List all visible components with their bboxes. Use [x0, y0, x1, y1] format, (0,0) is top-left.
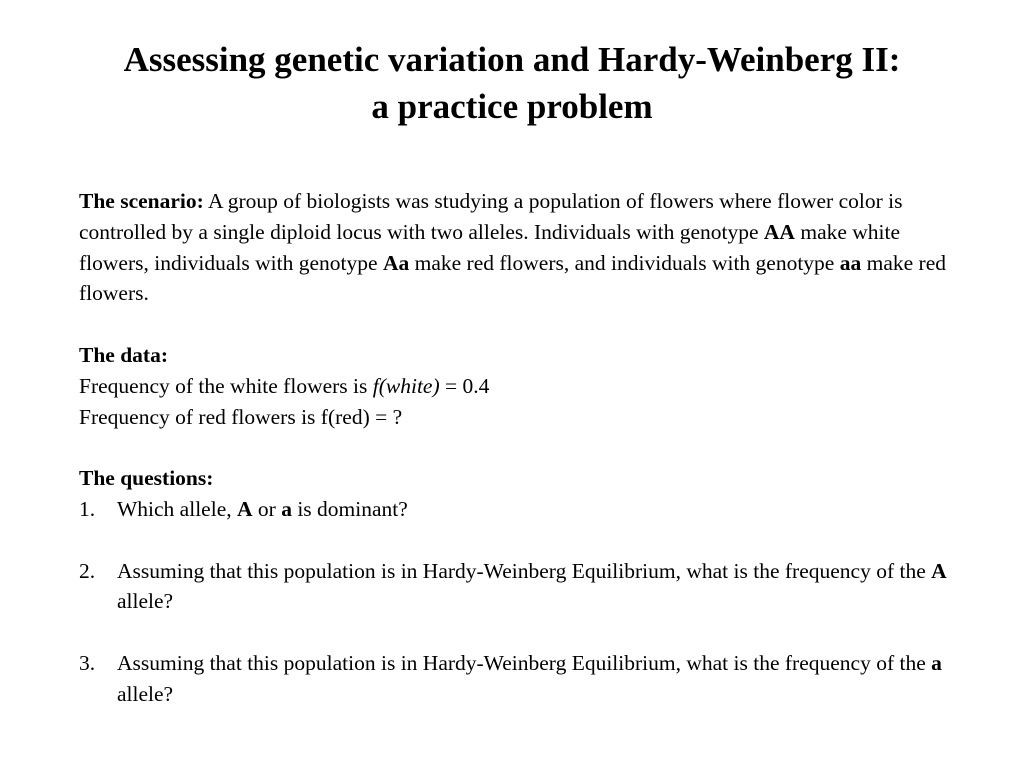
slide-title-line-1: Assessing genetic variation and Hardy-Weinberg II: — [123, 40, 901, 79]
scenario-text-2: make white flowers, individuals with genotype — [79, 219, 901, 275]
question-2-text-2: allele? — [117, 589, 174, 614]
question-2-number: 2. — [79, 558, 96, 583]
spacer — [79, 525, 959, 556]
spacer — [79, 432, 959, 463]
question-2 — [79, 556, 959, 618]
question-3-allele: a — [931, 650, 942, 675]
question-2-text-1: Assuming that this population is in Hardy-Weinberg Equilibrium, what is the frequency of the — [117, 558, 932, 583]
question-1-number: 1. — [79, 496, 96, 521]
data-label-text: The data: — [79, 342, 168, 367]
data-line-white-value: = 0.4 — [439, 373, 490, 398]
scenario-paragraph — [79, 186, 959, 309]
question-1-allele-A: A — [236, 496, 253, 521]
data-line-white-text: Frequency of the white flowers is — [79, 373, 373, 398]
data-line-white — [79, 371, 959, 402]
slide-title-line-2: a practice problem — [371, 87, 653, 126]
question-1-text-2: or — [252, 496, 282, 521]
genotype-aa: aa — [839, 250, 862, 275]
questions-label-text: The questions: — [79, 466, 214, 491]
spacer — [79, 617, 959, 648]
questions-label — [79, 463, 959, 494]
data-line-white-expr: f(white) — [372, 373, 440, 398]
question-3-text-2: allele? — [117, 681, 174, 706]
question-3-number: 3. — [79, 650, 96, 675]
question-2-allele: A — [931, 558, 947, 583]
question-1-text-1: Which allele, — [117, 496, 237, 521]
data-line-red: Frequency of red flowers is f(red) = ? — [79, 404, 403, 429]
spacer — [79, 309, 959, 340]
scenario-text-1: A group of biologists was studying a population of flowers where flower color is controlled by a single diploid locus with two alleles. Individuals with genotype — [79, 189, 903, 244]
genotype-Aa: Aa — [382, 250, 410, 275]
data-label — [79, 340, 959, 371]
question-1 — [79, 494, 959, 525]
question-3 — [79, 648, 959, 710]
genotype-AA: AA — [763, 219, 795, 244]
question-3-text-1: Assuming that this population is in Hardy-Weinberg Equilibrium, what is the frequency of the — [117, 650, 932, 675]
scenario-text-4: make red flowers. — [79, 250, 946, 306]
question-1-text-3: is dominant? — [291, 496, 408, 521]
scenario-label: The scenario: — [79, 189, 204, 213]
scenario-text-3: make red flowers, and individuals with genotype — [409, 250, 840, 275]
question-1-allele-a: a — [281, 496, 292, 521]
slide-title — [30, 36, 994, 130]
slide-body — [79, 186, 959, 710]
